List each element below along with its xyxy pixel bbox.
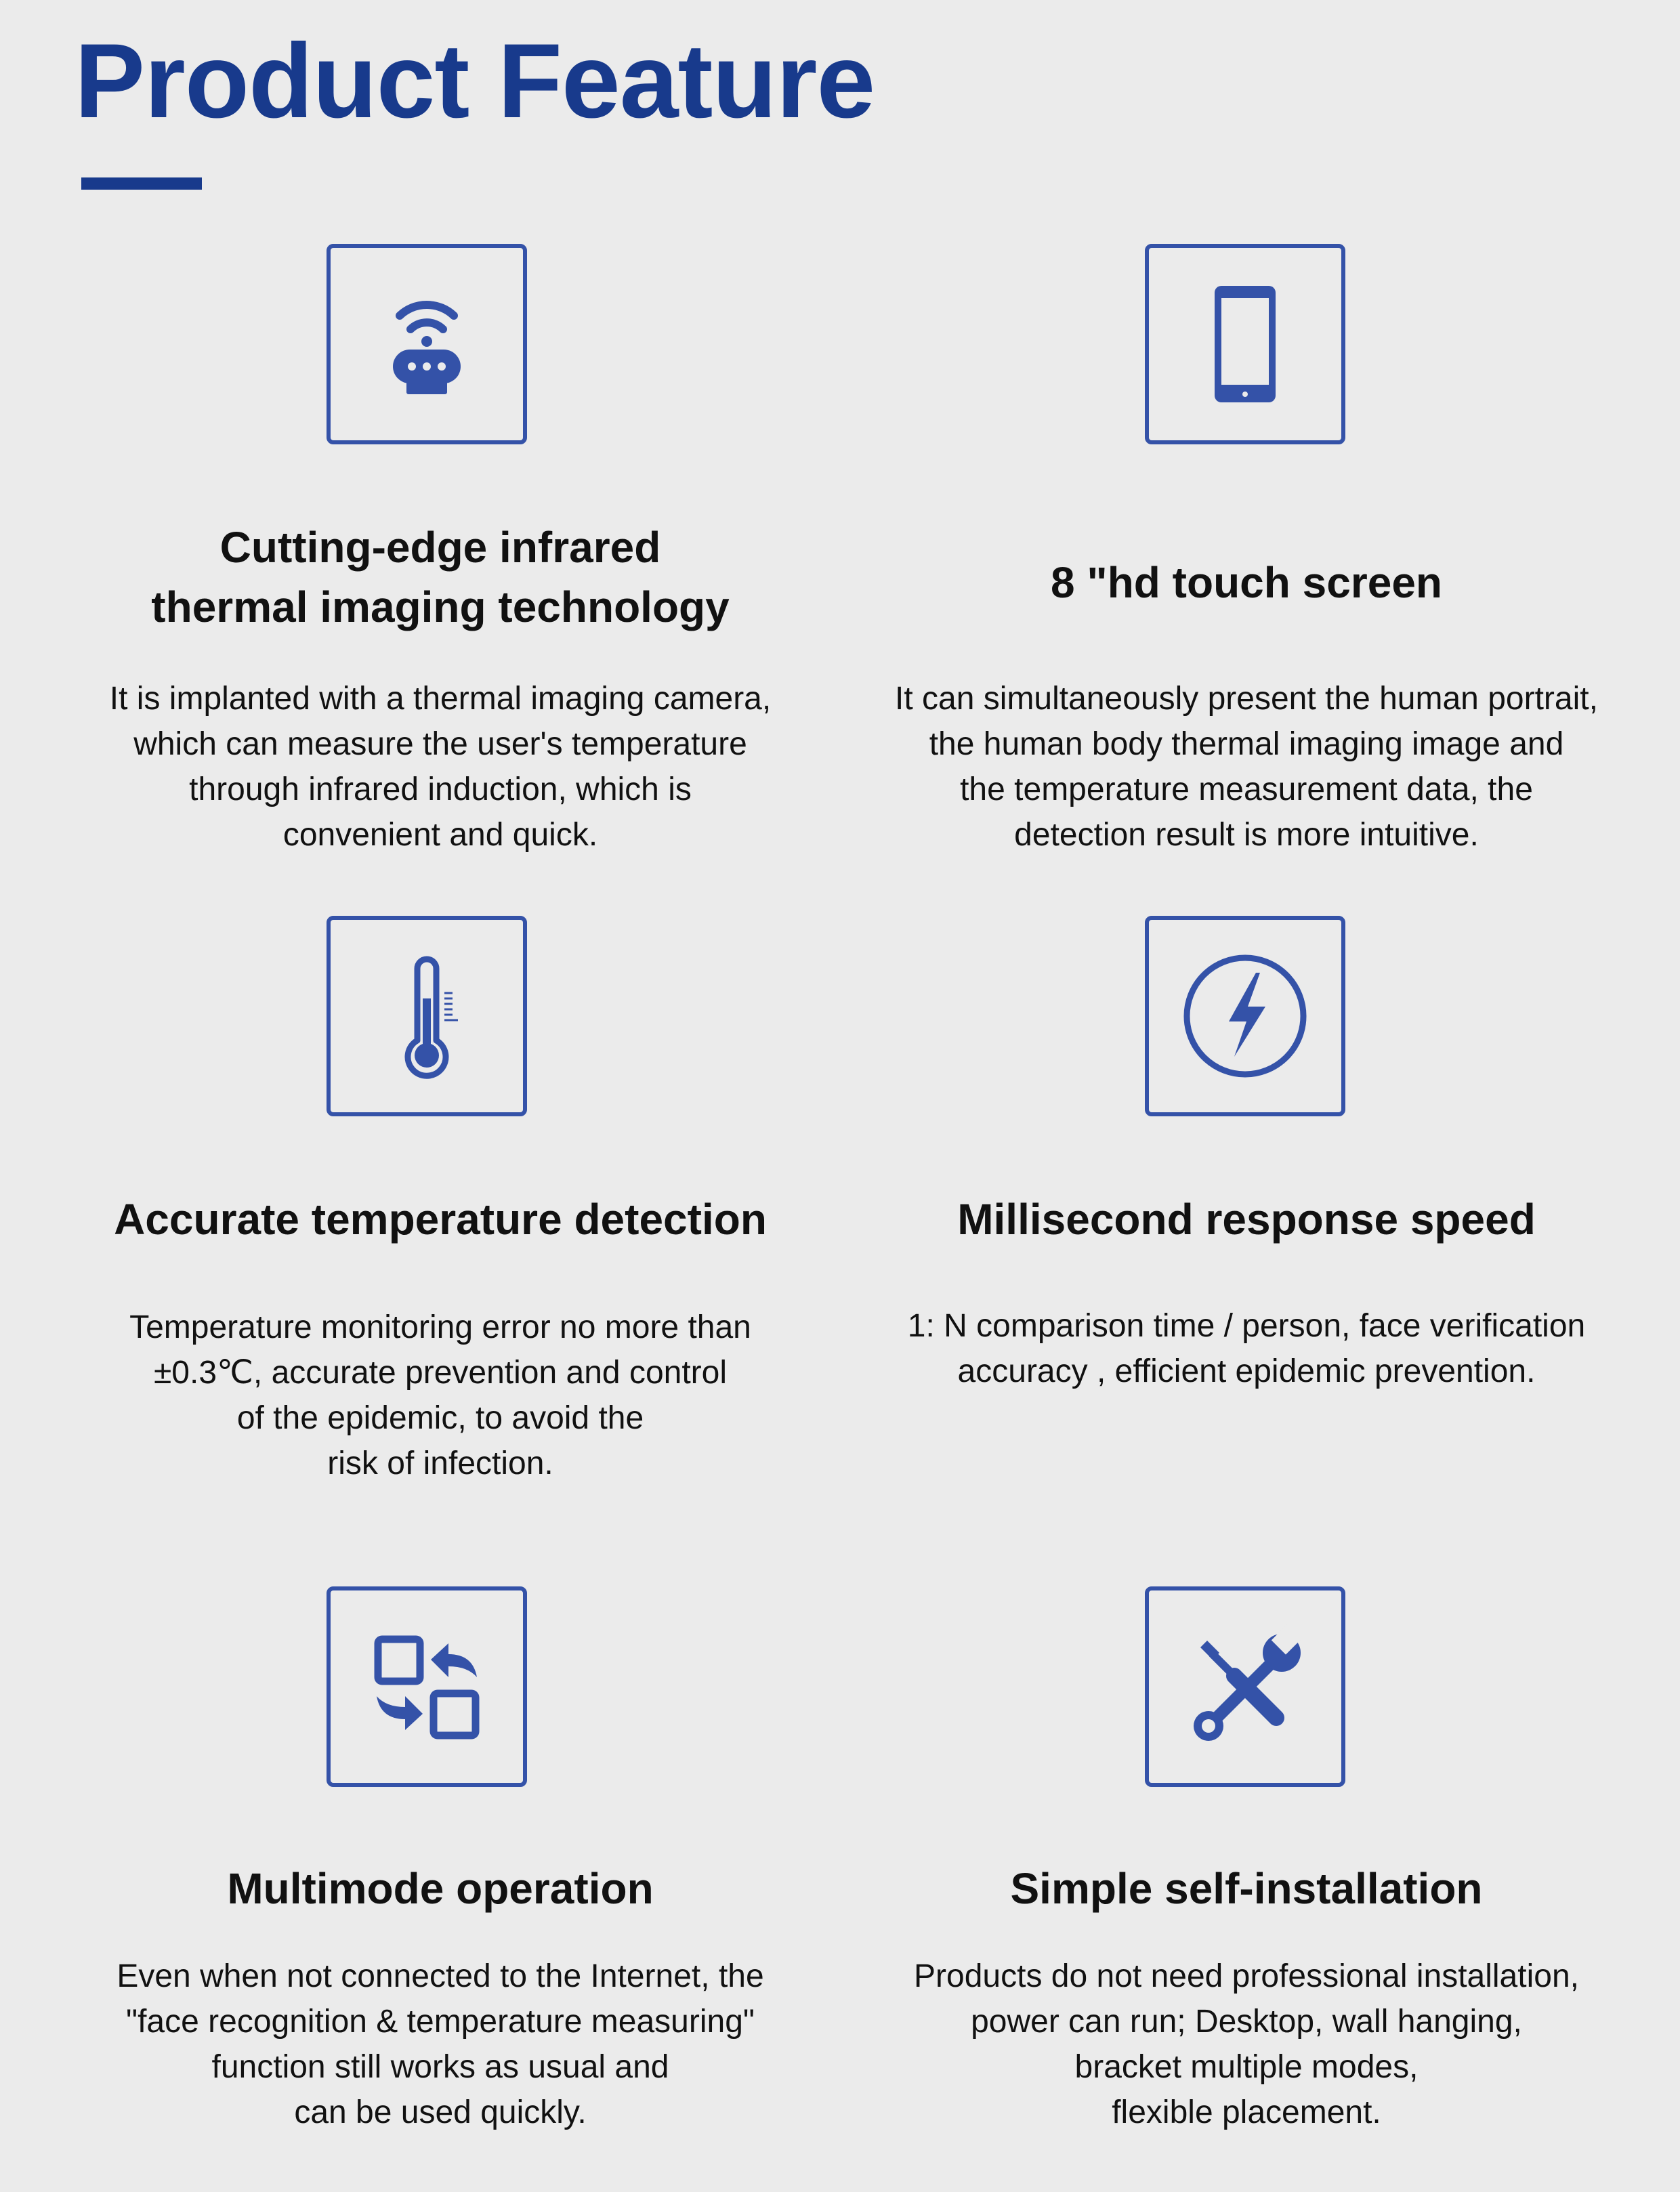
lightning-bolt-icon: [1177, 948, 1313, 1084]
feature-desc-touchscreen: It can simultaneously present the human portrait, the human body thermal imaging image and the temperature measurement data, the detection result is more intuitive.: [895, 681, 1598, 853]
feature-desc-installation: Products do not need professional installation, power can run; Desktop, wall hanging, bracket multiple modes, flexible placement.: [914, 1958, 1579, 2130]
feature-icon-box-touchscreen: [1145, 244, 1345, 444]
thermometer-icon: [359, 948, 495, 1084]
feature-heading-touchscreen: 8 "hd touch screen: [1050, 558, 1443, 607]
title-underline: [81, 177, 202, 190]
feature-desc-thermal: It is implanted with a thermal imaging camera, which can measure the user's temperature through infrared induction, which is convenient and quick.: [109, 681, 772, 853]
feature-heading-thermal: Cutting-edge infrared thermal imaging technology: [151, 523, 730, 631]
feature-icon-box-multimode: [327, 1586, 527, 1787]
router-wifi-icon: [359, 276, 495, 412]
mode-switch-icon: [359, 1619, 495, 1754]
feature-heading-installation: Simple self-installation: [1010, 1864, 1483, 1913]
feature-icon-box-thermal: [327, 244, 527, 444]
feature-desc-temperature: Temperature monitoring error no more than ±0.3℃, accurate prevention and control of the epidemic, to avoid the risk of infection.: [129, 1309, 751, 1481]
smartphone-icon: [1177, 276, 1313, 412]
feature-desc-multimode: Even when not connected to the Internet, the "face recognition & temperature measuring" function still works as usual and can be used quickly.: [117, 1958, 764, 2130]
feature-heading-temperature: Accurate temperature detection: [114, 1195, 767, 1244]
feature-heading-multimode: Multimode operation: [227, 1864, 654, 1913]
feature-heading-speed: Millisecond response speed: [957, 1195, 1536, 1244]
feature-icon-box-installation: [1145, 1586, 1345, 1787]
feature-icon-box-speed: [1145, 916, 1345, 1116]
wrench-screwdriver-icon: [1177, 1619, 1313, 1754]
feature-desc-speed: 1: N comparison time / person, face verification accuracy , efficient epidemic prevention.: [907, 1308, 1586, 1389]
feature-icon-box-temperature: [327, 916, 527, 1116]
page-title: Product Feature: [75, 22, 875, 140]
